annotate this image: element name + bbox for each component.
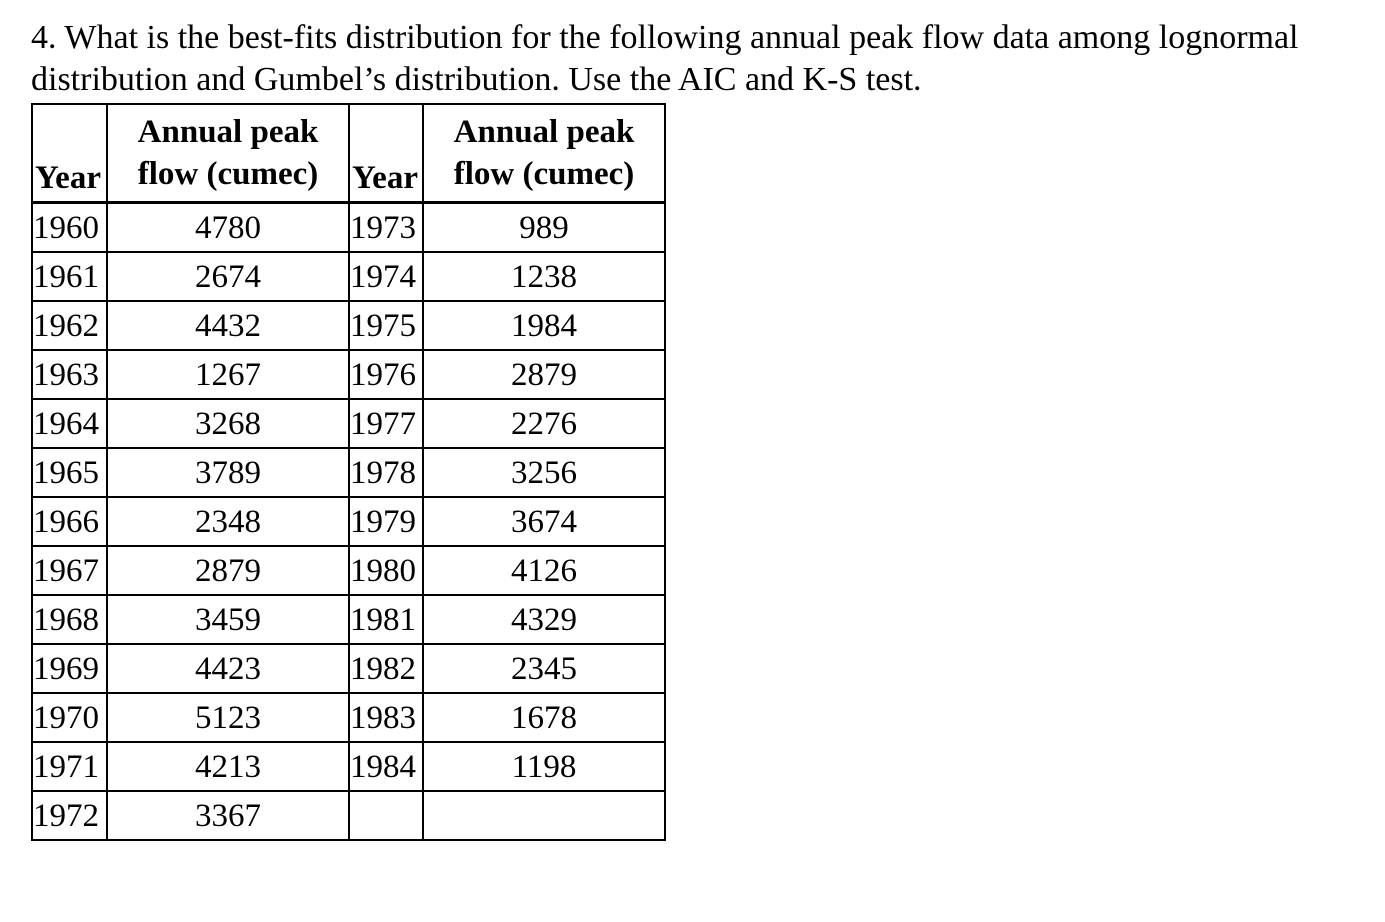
- table-header-row: [32, 104, 665, 203]
- year-b-cell: 1982: [349, 644, 423, 693]
- year-a-cell: 1968: [32, 595, 107, 644]
- flow-a-cell: 3268: [107, 399, 349, 448]
- flow-b-cell: 1198: [423, 742, 665, 791]
- year-a-cell: 1961: [32, 252, 107, 301]
- year-b-cell: 1981: [349, 595, 423, 644]
- year-a-cell: 1972: [32, 791, 107, 840]
- flow-b-cell: [423, 791, 665, 840]
- year-a-cell: 1960: [32, 203, 107, 253]
- table-row: [32, 693, 665, 742]
- year-b-cell: 1984: [349, 742, 423, 791]
- flow-b-cell: 1678: [423, 693, 665, 742]
- flow-a-cell: 3789: [107, 448, 349, 497]
- year-b-cell: 1979: [349, 497, 423, 546]
- question-text: [31, 17, 1371, 101]
- table-row: [32, 399, 665, 448]
- flow-b-cell: 4329: [423, 595, 665, 644]
- year-a-cell: 1966: [32, 497, 107, 546]
- flow-header-left-line2: flow (cumec): [137, 156, 319, 192]
- year-header-right: Year: [349, 104, 423, 203]
- flow-header-right-line2: flow (cumec): [453, 156, 635, 192]
- flow-b-cell: 989: [423, 203, 665, 253]
- year-a-cell: 1964: [32, 399, 107, 448]
- table-row: [32, 742, 665, 791]
- year-a-cell: 1962: [32, 301, 107, 350]
- question-line-2: distribution and Gumbel’s distribution. Use the AIC and K-S test.: [31, 61, 922, 98]
- flow-a-cell: 4213: [107, 742, 349, 791]
- flow-a-cell: 3459: [107, 595, 349, 644]
- table-row: [32, 791, 665, 840]
- flow-b-cell: 4126: [423, 546, 665, 595]
- year-a-cell: 1969: [32, 644, 107, 693]
- flow-header-right: [423, 104, 665, 203]
- flow-b-cell: 2345: [423, 644, 665, 693]
- year-a-cell: 1970: [32, 693, 107, 742]
- flow-b-cell: 1984: [423, 301, 665, 350]
- flow-b-cell: 3256: [423, 448, 665, 497]
- year-a-cell: 1965: [32, 448, 107, 497]
- year-b-cell: 1977: [349, 399, 423, 448]
- flow-a-cell: 2879: [107, 546, 349, 595]
- flow-a-cell: 3367: [107, 791, 349, 840]
- flow-a-cell: 2674: [107, 252, 349, 301]
- flow-header-left: [107, 104, 349, 203]
- table-row: [32, 497, 665, 546]
- flow-a-cell: 1267: [107, 350, 349, 399]
- peak-flow-table: [31, 103, 666, 841]
- year-b-cell: 1973: [349, 203, 423, 253]
- table-row: [32, 644, 665, 693]
- table-body: [32, 203, 665, 841]
- flow-b-cell: 2276: [423, 399, 665, 448]
- table-row: [32, 448, 665, 497]
- year-header-left: Year: [32, 104, 107, 203]
- flow-b-cell: 2879: [423, 350, 665, 399]
- table-row: [32, 350, 665, 399]
- table-row: [32, 203, 665, 253]
- year-b-cell: 1980: [349, 546, 423, 595]
- table-row: [32, 252, 665, 301]
- year-b-cell: 1974: [349, 252, 423, 301]
- flow-header-left-line1: Annual peak: [137, 114, 319, 150]
- table-row: [32, 301, 665, 350]
- year-b-cell: [349, 791, 423, 840]
- year-b-cell: 1983: [349, 693, 423, 742]
- flow-a-cell: 5123: [107, 693, 349, 742]
- year-b-cell: 1976: [349, 350, 423, 399]
- flow-header-right-line1: Annual peak: [453, 114, 635, 150]
- flow-a-cell: 2348: [107, 497, 349, 546]
- flow-b-cell: 1238: [423, 252, 665, 301]
- flow-a-cell: 4780: [107, 203, 349, 253]
- flow-b-cell: 3674: [423, 497, 665, 546]
- year-b-cell: 1975: [349, 301, 423, 350]
- flow-a-cell: 4423: [107, 644, 349, 693]
- flow-a-cell: 4432: [107, 301, 349, 350]
- year-b-cell: 1978: [349, 448, 423, 497]
- table-row: [32, 546, 665, 595]
- year-a-cell: 1963: [32, 350, 107, 399]
- question-line-1: 4. What is the best-fits distribution for the following annual peak flow data among lognormal: [31, 19, 1299, 56]
- year-a-cell: 1967: [32, 546, 107, 595]
- year-a-cell: 1971: [32, 742, 107, 791]
- table-row: [32, 595, 665, 644]
